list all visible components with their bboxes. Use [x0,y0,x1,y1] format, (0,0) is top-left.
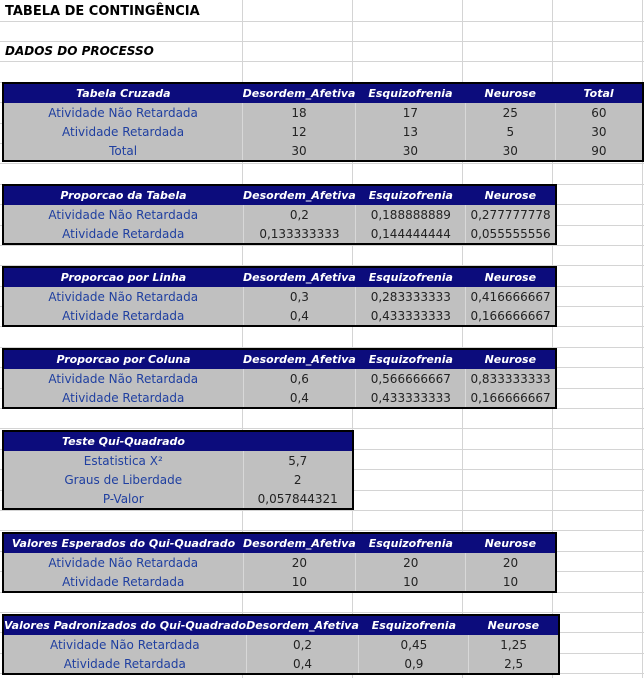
table-cell[interactable]: 0,566666667 [356,369,466,388]
table-cell[interactable]: 0,144444444 [356,224,466,244]
table-cell[interactable]: 0,2 [243,205,356,224]
row-label[interactable]: Graus de Liberdade [3,470,243,489]
table-teste-qui-quadrado [2,430,354,510]
row-label[interactable]: Atividade Não Retardada [3,287,243,306]
table-row [3,205,556,224]
table-row [3,103,643,122]
table-cell[interactable]: 0,433333333 [356,306,466,326]
table-header[interactable]: Proporcao por Linha [3,267,243,287]
table-cell[interactable]: 10 [466,572,556,592]
table-proporcao-linha [2,266,557,327]
table-row [3,451,353,470]
table-cell[interactable]: 0,4 [243,306,356,326]
table-cell[interactable]: 0,4 [243,388,356,408]
table-proporcao-tabela [2,184,557,245]
table-header[interactable]: Esquizofrenia [356,349,466,369]
row-label[interactable]: Atividade Não Retardada [3,635,246,654]
table-cell[interactable]: 0,283333333 [356,287,466,306]
table-cruzada [2,82,644,162]
table-cell[interactable]: 90 [555,141,643,161]
table-header[interactable]: Total [555,83,643,103]
table-cell[interactable]: 20 [466,553,556,572]
table-cell[interactable]: 0,6 [243,369,356,388]
table-header[interactable]: Desordem_Afetiva [243,533,356,553]
table-cell[interactable]: 0,166666667 [466,306,556,326]
table-header[interactable]: Valores Padronizados do Qui-Quadrado [3,615,246,635]
table-row [3,470,353,489]
table-row [3,306,556,326]
table-row [3,122,643,141]
table-header[interactable]: Valores Esperados do Qui-Quadrado [3,533,243,553]
table-cell[interactable]: 30 [243,141,356,161]
table-row [3,489,353,509]
table-valores-esperados [2,532,557,593]
table-cell[interactable]: 1,25 [469,635,559,654]
table-header[interactable]: Neurose [466,533,556,553]
table-header[interactable]: Neurose [469,615,559,635]
table-header[interactable]: Proporcao da Tabela [3,185,243,205]
table-cell[interactable]: 0,433333333 [356,388,466,408]
table-header[interactable]: Teste Qui-Quadrado [3,431,243,451]
table-header[interactable]: Esquizofrenia [359,615,469,635]
table-row [3,654,559,674]
table-header[interactable]: Proporcao por Coluna [3,349,243,369]
table-cell[interactable]: 17 [355,103,465,122]
table-cell[interactable]: 2 [243,470,353,489]
table-cell[interactable]: 0,9 [359,654,469,674]
table-cell[interactable]: 2,5 [469,654,559,674]
row-label[interactable]: Atividade Retardada [3,306,243,326]
row-label[interactable]: Atividade Retardada [3,224,243,244]
table-cell[interactable]: 0,133333333 [243,224,356,244]
table-cell[interactable]: 30 [465,141,555,161]
table-row [3,287,556,306]
table-cell[interactable]: 25 [465,103,555,122]
table-header[interactable]: Desordem_Afetiva [246,615,359,635]
table-cell[interactable]: 20 [243,553,356,572]
table-header[interactable]: Desordem_Afetiva [243,349,356,369]
table-cell[interactable]: 13 [355,122,465,141]
table-cell[interactable]: 0,055555556 [466,224,556,244]
table-cell[interactable]: 10 [356,572,466,592]
table-cell[interactable]: 30 [555,122,643,141]
table-cell[interactable]: 0,4 [246,654,359,674]
table-cell[interactable]: 0,45 [359,635,469,654]
row-label[interactable]: Atividade Retardada [3,572,243,592]
table-header[interactable]: Desordem_Afetiva [243,267,356,287]
table-header[interactable]: Desordem_Afetiva [243,185,356,205]
table-header[interactable]: Neurose [466,185,556,205]
table-header[interactable]: Neurose [465,83,555,103]
sheet-subtitle: DADOS DO PROCESSO [5,44,154,58]
table-valores-padronizados [2,614,560,675]
row-label[interactable]: Atividade Não Retardada [3,103,243,122]
row-label[interactable]: Atividade Retardada [3,122,243,141]
sheet-title: TABELA DE CONTINGÊNCIA [5,4,200,19]
table-cell[interactable]: 0,166666667 [466,388,556,408]
row-label[interactable]: Atividade Não Retardada [3,553,243,572]
table-header[interactable]: Neurose [466,267,556,287]
table-row [3,141,643,161]
table-row [3,635,559,654]
table-cell[interactable]: 18 [243,103,356,122]
table-cell[interactable]: 0,833333333 [466,369,556,388]
table-row [3,388,556,408]
table-header[interactable] [243,431,353,451]
table-row [3,369,556,388]
table-cell[interactable]: 0,416666667 [466,287,556,306]
table-cell[interactable]: 30 [355,141,465,161]
row-label[interactable]: P-Valor [3,489,243,509]
table-cell[interactable]: 0,057844321 [243,489,353,509]
table-header[interactable]: Esquizofrenia [356,185,466,205]
table-cell[interactable]: 0,188888889 [356,205,466,224]
table-header[interactable]: Neurose [466,349,556,369]
table-cell[interactable]: 0,2 [246,635,359,654]
table-header[interactable]: Tabela Cruzada [3,83,243,103]
table-row [3,553,556,572]
table-cell[interactable]: 0,277777778 [466,205,556,224]
row-label[interactable]: Estatistica X² [3,451,243,470]
table-cell[interactable]: 12 [243,122,356,141]
row-label[interactable]: Atividade Retardada [3,654,246,674]
row-label[interactable]: Total [3,141,243,161]
table-header[interactable]: Esquizofrenia [356,533,466,553]
table-cell[interactable]: 5,7 [243,451,353,470]
table-row [3,224,556,244]
table-proporcao-coluna [2,348,557,409]
table-cell[interactable]: 0,3 [243,287,356,306]
row-label[interactable]: Atividade Não Retardada [3,369,243,388]
table-header[interactable]: Esquizofrenia [356,267,466,287]
table-cell[interactable]: 20 [356,553,466,572]
row-label[interactable]: Atividade Retardada [3,388,243,408]
table-row [3,572,556,592]
table-cell[interactable]: 60 [555,103,643,122]
table-header[interactable]: Desordem_Afetiva [243,83,356,103]
table-cell[interactable]: 10 [243,572,356,592]
table-header[interactable]: Esquizofrenia [355,83,465,103]
row-label[interactable]: Atividade Não Retardada [3,205,243,224]
table-cell[interactable]: 5 [465,122,555,141]
